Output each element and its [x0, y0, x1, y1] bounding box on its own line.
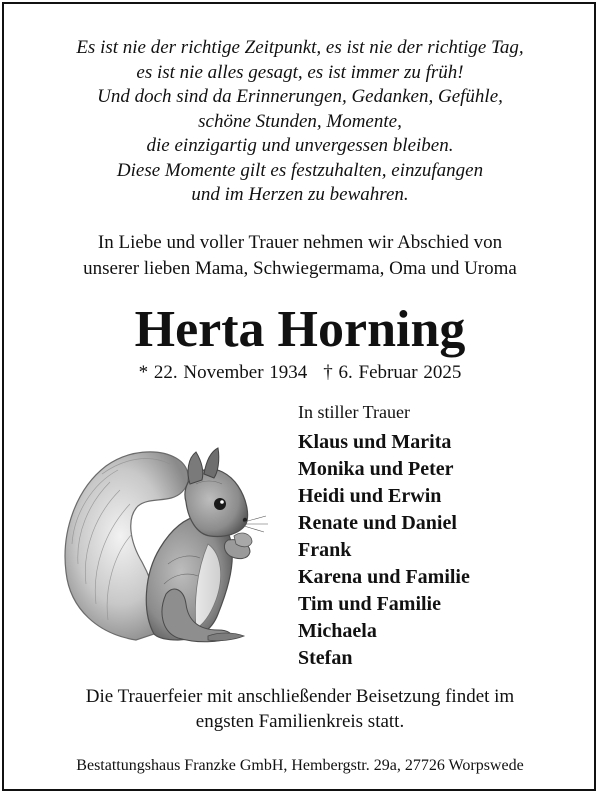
- poem-line: die einzigartig und unvergessen bleiben.: [146, 135, 454, 156]
- poem-line: Diese Momente gilt es festzuhalten, einzufangen: [116, 159, 484, 181]
- mourning-label: In stiller Trauer: [298, 402, 410, 422]
- intro-line: In Liebe und voller Trauer nehmen wir Abschied von: [97, 232, 503, 253]
- birth-date: * 22. November 1934: [138, 362, 308, 383]
- deceased-name: Herta Horning: [134, 301, 466, 358]
- service-line: Die Trauerfeier mit anschließender Beisetzung findet im: [85, 686, 515, 707]
- undertaker-address: Bestattungshaus Franzke GmbH, Hembergstr. 29a, 27726 Worpswede: [76, 757, 524, 774]
- poem-line: und im Herzen zu bewahren.: [191, 184, 409, 205]
- mourner-name: Tim und Familie: [298, 593, 441, 615]
- intro-text: [0, 230, 600, 281]
- poem-line: schöne Stunden, Momente,: [198, 110, 402, 132]
- life-dates: [0, 360, 600, 386]
- intro-line: unserer lieben Mama, Schwiegermama, Oma und Uroma: [83, 257, 517, 279]
- poem-line: Und doch sind da Erinnerungen, Gedanken, Gefühle,: [97, 86, 503, 107]
- mourner-name: Stefan: [298, 647, 353, 669]
- mourner-name: Frank: [298, 539, 352, 561]
- service-line: engsten Familienkreis statt.: [195, 711, 405, 732]
- death-date: † 6. Februar 2025: [323, 362, 462, 383]
- mourner-name: Monika und Peter: [298, 458, 454, 480]
- service-notice: [0, 684, 600, 734]
- mourner-name: Michaela: [298, 620, 377, 642]
- mourner-name: Karena und Familie: [298, 566, 470, 588]
- mourner-name: Heidi und Erwin: [298, 485, 442, 507]
- poem-line: Es ist nie der richtige Zeitpunkt, es ist nie der richtige Tag,: [76, 37, 524, 58]
- mourner-name: Renate und Daniel: [298, 512, 457, 534]
- squirrel-illustration-icon: [58, 444, 272, 652]
- mourners-list: [298, 429, 470, 672]
- mourner-name: Klaus und Marita: [298, 431, 452, 453]
- poem: [0, 36, 600, 208]
- poem-line: es ist nie alles gesagt, es ist immer zu früh!: [136, 61, 464, 83]
